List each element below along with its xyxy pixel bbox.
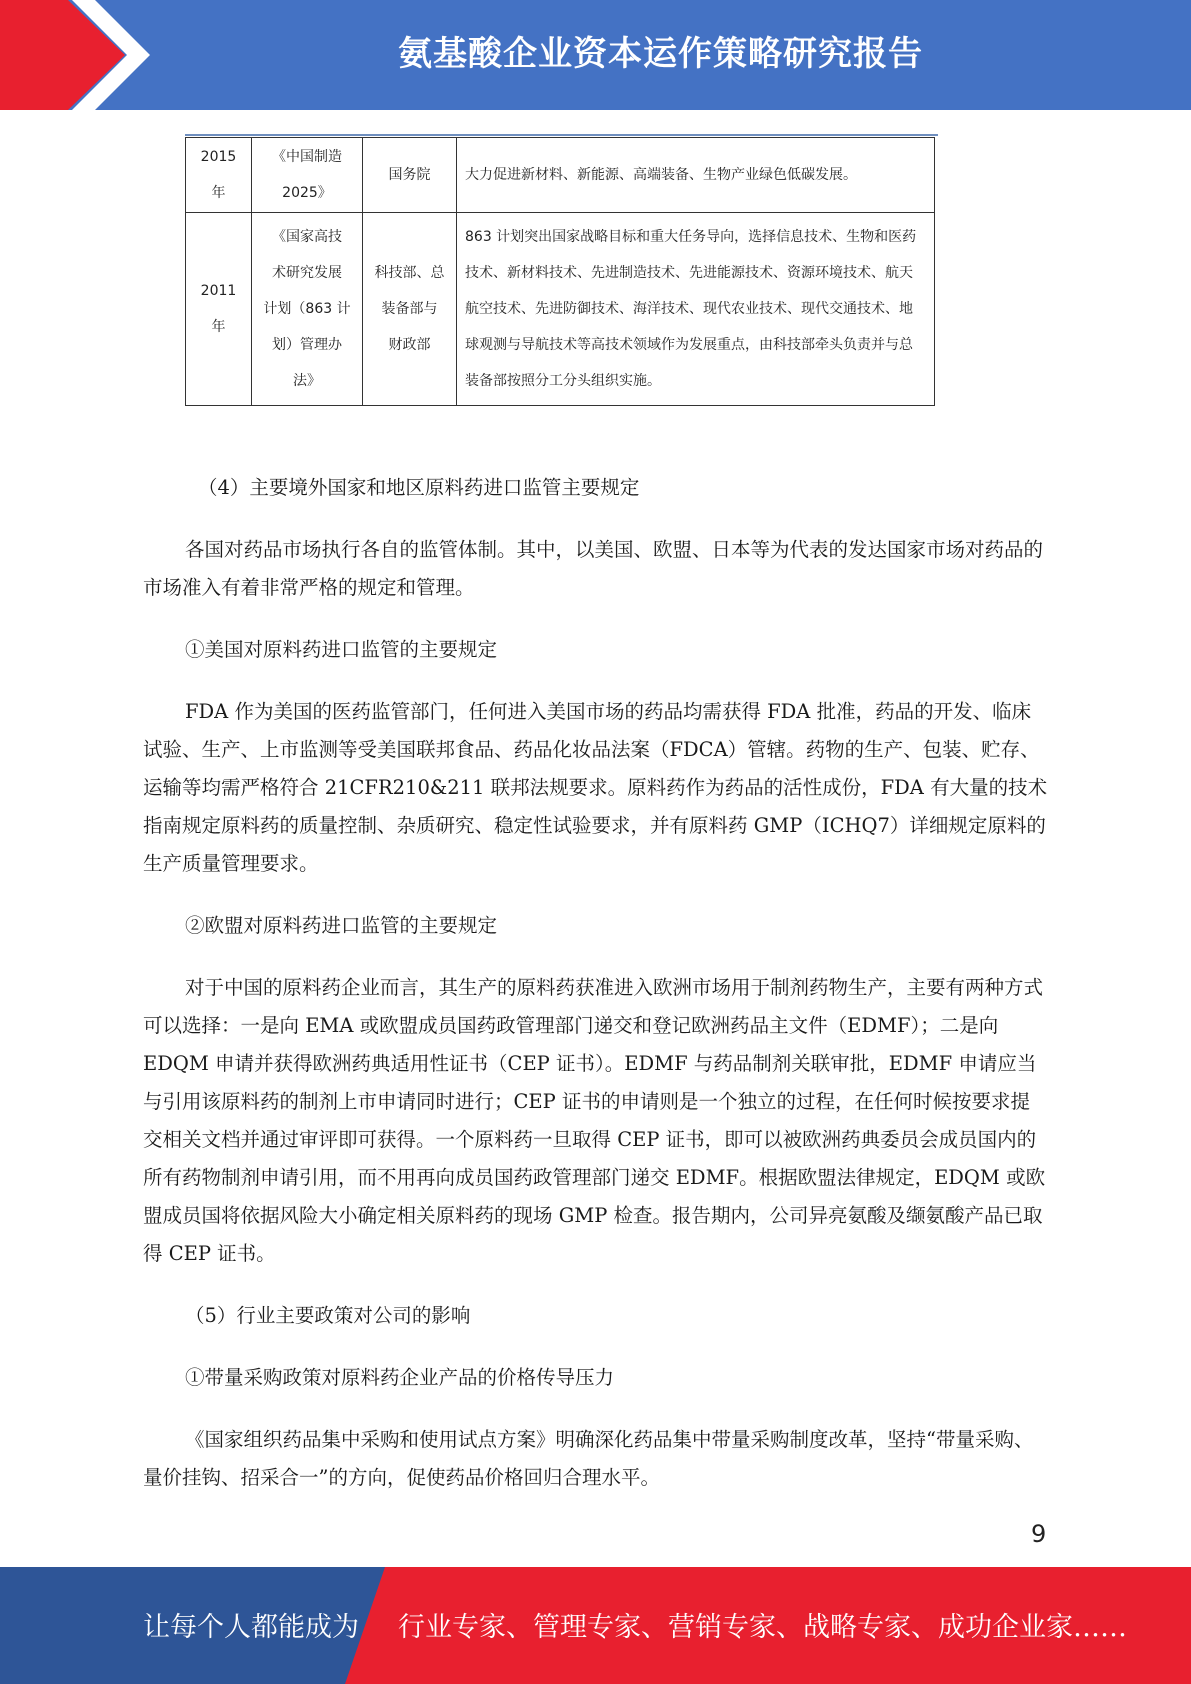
- header-arrow-decoration: [0, 0, 160, 110]
- paragraph-vbp: 《国家组织药品集中采购和使用试点方案》明确深化药品集中带量采购制度改革，坚持“带量采购、量价挂钩、招采合一”的方向，促使药品价格回归合理水平。: [143, 1428, 1034, 1489]
- header-bar: [0, 0, 1191, 110]
- paragraph-eu: 对于中国的原料药企业而言，其生产的原料药获准进入欧洲市场用于制剂药物生产，主要有两种方式可以选择：一是向 EMA 或欧盟成员国药政管理部门递交和登记欧洲药品主文件（EDMF）；二是向 EDQM 申请并获得欧洲药典适用性证书（CEP 证书）。EDMF 与药品制剂关联审批，EDMF 申请应当与引用该原料药的制剂上市申请同时进行；CEP 证书的申请则是一个独立的过程，在任何时候按要求提交相关文档并通过审评即可获得。一个原料药一旦取得 CEP 证书，即可以被欧洲药典委员会成员国内的所有药物制剂申请引用，而不用再向成员国药政管理部门递交 EDMF。根据欧盟法律规定，EDQM 或欧盟成员国将依据风险大小确定相关原料药的现场 GMP 检查。报告期内，公司异亮氨酸及缬氨酸产品已取得 CEP 证书。: [143, 976, 1046, 1265]
- footer-slogan-left: 让每个人都能成为: [143, 1612, 359, 1643]
- subheading-vbp: ①带量采购政策对原料药企业产品的价格传导压力: [185, 1366, 615, 1389]
- table-cell-year: 2011 年: [186, 213, 252, 406]
- section-heading-5: （5）行业主要政策对公司的影响: [185, 1304, 471, 1327]
- table-row: [186, 213, 935, 406]
- paragraph-us: FDA 作为美国的医药监管部门，任何进入美国市场的药品均需获得 FDA 批准，药品的开发、临床试验、生产、上市监测等受美国联邦食品、药品化妆品法案（FDCA）管辖。药物的生产、包装、贮存、运输等均需严格符合 21CFR210&211 联邦法规要求。原料药作为药品的活性成份，FDA 有大量的技术指南规定原料药的质量控制、杂质研究、稳定性试验要求，并有原料药 GMP（ICHQ7）详细规定原料的生产质量管理要求。: [143, 700, 1048, 875]
- table-top-rule: [185, 134, 938, 136]
- page-number: 9: [1031, 1520, 1047, 1548]
- paragraph-overview: 各国对药品市场执行各自的监管体制。其中，以美国、欧盟、日本等为代表的发达国家市场对药品的市场准入有着非常严格的规定和管理。: [143, 538, 1044, 599]
- footer-slogan-right: 行业专家、管理专家、营销专家、战略专家、成功企业家……: [398, 1612, 1127, 1643]
- table-cell-content: 大力促进新材料、新能源、高端装备、生物产业绿色低碳发展。: [457, 138, 935, 213]
- table-cell-name: 《中国制造 2025》: [252, 138, 363, 213]
- table-row: [186, 138, 935, 213]
- report-title: 氨基酸企业资本运作策略研究报告: [398, 34, 923, 74]
- policy-table: [185, 137, 935, 406]
- table-cell-content: 863 计划突出国家战略目标和重大任务导向，选择信息技术、生物和医药技术、新材料技术、先进制造技术、先进能源技术、资源环境技术、航天航空技术、先进防御技术、海洋技术、现代农业技术、现代交通技术、地球观测与导航技术等高技术领域作为发展重点，由科技部牵头负责并与总装备部按照分工分头组织实施。: [457, 213, 935, 406]
- table-cell-department: 国务院: [363, 138, 457, 213]
- table-cell-year: 2015 年: [186, 138, 252, 213]
- section-heading-4: （4）主要境外国家和地区原料药进口监管主要规定: [198, 476, 640, 499]
- table-cell-name: 《国家高技 术研究发展 计划（863 计 划）管理办 法》: [252, 213, 363, 406]
- footer-bar: [0, 1567, 1191, 1684]
- table-cell-department: 科技部、总 装备部与 财政部: [363, 213, 457, 406]
- subheading-us: ①美国对原料药进口监管的主要规定: [185, 638, 498, 661]
- subheading-eu: ②欧盟对原料药进口监管的主要规定: [185, 914, 498, 937]
